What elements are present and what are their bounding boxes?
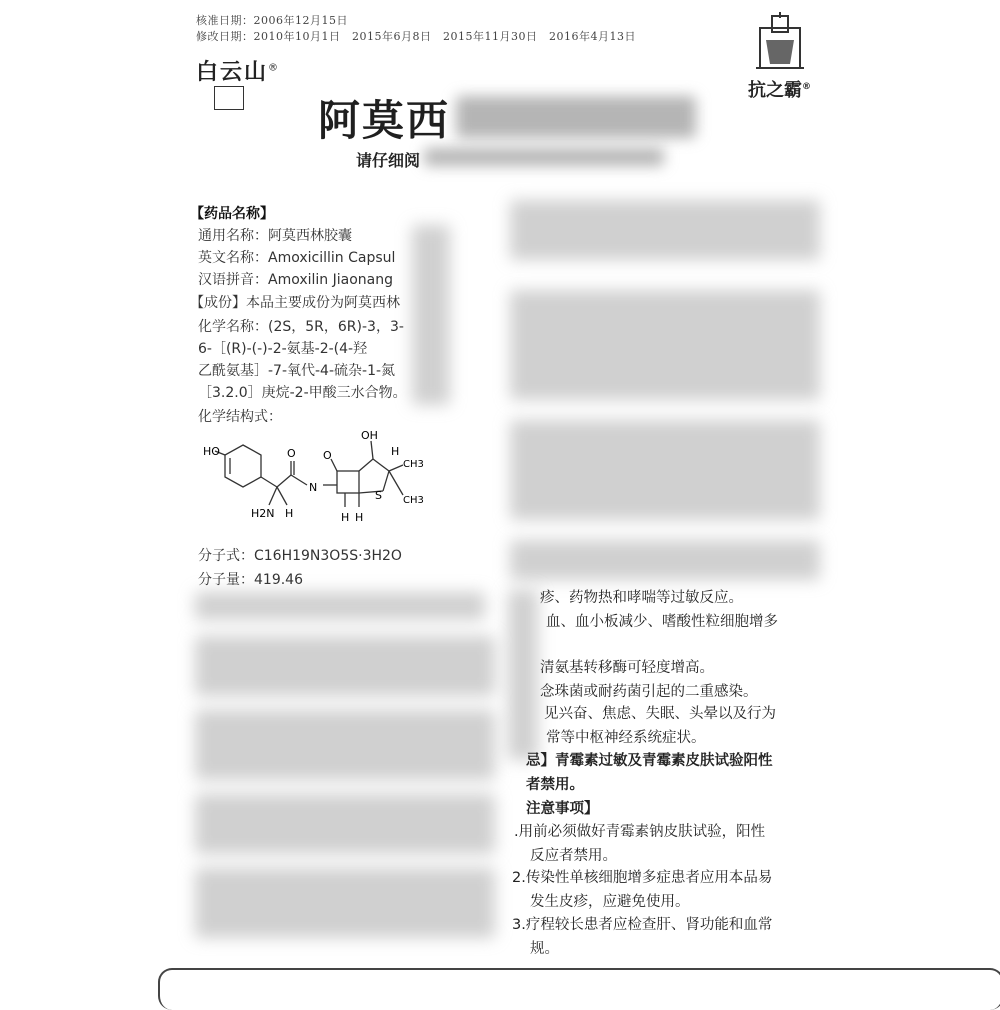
struct-ch3a: CH3: [403, 459, 424, 470]
side-effect-line-3: 清氨基转移酶可轻度增高。: [540, 660, 714, 676]
precaution-1-line-2: 反应者禁用。: [530, 848, 617, 864]
precaution-3-line-1: 3.疗程较长患者应检查肝、肾功能和血常: [512, 917, 773, 933]
side-effect-line-4: 念珠菌或耐药菌引起的二重感染。: [540, 684, 758, 700]
emblem-icon: [214, 86, 244, 110]
struct-ch3b: CH3: [403, 495, 424, 506]
chemical-name-line-4: ［3.2.0］庚烷-2-甲酸三水合物。: [198, 385, 407, 401]
revision-dates: 修改日期：2010年10月1日 2015年6月8日 2015年11月30日 2016年4月13日: [196, 30, 636, 43]
blurred-block: [510, 200, 820, 260]
contraindications-line-1: 忌】青霉素过敏及青霉素皮肤试验阳性: [526, 753, 773, 769]
bottom-frame: [158, 968, 1000, 1010]
struct-h1: H: [391, 445, 400, 458]
brand-right-logo: 抗之霸®: [748, 80, 811, 101]
contraindications-line-2: 者禁用。: [526, 777, 584, 793]
blurred-block: [195, 636, 495, 696]
page-title: 阿莫西: [318, 96, 451, 145]
chemical-name-line-2: 6-［(R)-(-)-2-氨基-2-(4-羟: [198, 341, 368, 357]
molecular-weight: 分子量：419.46: [198, 572, 303, 588]
struct-ho: HO: [203, 445, 220, 458]
struct-s: S: [375, 489, 382, 502]
brand-left-logo: 白云山®: [196, 60, 281, 85]
blurred-left-edge: [412, 225, 450, 405]
blurred-title: [456, 96, 696, 138]
blurred-block: [195, 868, 495, 938]
page-subtitle: 请仔细阅: [356, 151, 421, 170]
blurred-block: [510, 540, 820, 580]
struct-o1: O: [287, 447, 296, 460]
struct-n: N: [309, 481, 318, 494]
blurred-block: [510, 290, 820, 400]
chemical-structure-diagram: [195, 425, 435, 535]
precaution-3-line-2: 规。: [530, 941, 559, 957]
english-name: 英文名称：Amoxicillin Capsul: [198, 250, 396, 266]
side-effect-line-5: 见兴奋、焦虑、失眠、头晕以及行为: [544, 706, 776, 722]
struct-h2n: H2N: [251, 507, 275, 520]
blurred-subtitle: [424, 148, 664, 166]
struct-h2: H: [285, 507, 294, 520]
precautions-heading: 注意事项】: [526, 801, 599, 817]
knight-emblem-icon: [752, 10, 808, 74]
blurred-block: [510, 420, 820, 520]
blurred-block: [195, 710, 495, 780]
side-effect-line-6: 常等中枢神经系统症状。: [546, 730, 706, 746]
chemical-name-line-3: 乙酰氨基］-7-氧代-4-硫杂-1-氮: [198, 363, 396, 379]
chemical-name-line-1: 化学名称：(2S，5R，6R)-3，3-: [198, 319, 404, 335]
blurred-block: [195, 794, 495, 854]
struct-oh: OH: [361, 429, 378, 442]
struct-h3: H: [341, 511, 350, 524]
pinyin-name: 汉语拼音：Amoxilin Jiaonang: [198, 272, 394, 288]
struct-o2: O: [323, 449, 332, 462]
molecular-formula: 分子式：C16H19N3O5S·3H2O: [198, 548, 402, 564]
approval-date: 核准日期：2006年12月15日: [196, 14, 348, 27]
precaution-2-line-1: 2.传染性单核细胞增多症患者应用本品易: [512, 870, 773, 886]
precaution-1-line-1: .用前必须做好青霉素钠皮肤试验，阳性: [514, 824, 766, 840]
generic-name: 通用名称：阿莫西林胶囊: [198, 228, 352, 244]
drug-name-heading: 【药品名称】: [190, 206, 274, 222]
precaution-2-line-2: 发生皮疹，应避免使用。: [530, 894, 690, 910]
struct-h4: H: [355, 511, 364, 524]
composition: 【成份】本品主要成份为阿莫西林: [190, 295, 400, 311]
blurred-block: [195, 592, 485, 620]
side-effect-line-1: 疹、药物热和哮喘等过敏反应。: [540, 590, 743, 606]
structure-label: 化学结构式：: [198, 409, 282, 425]
blurred-right-edge: [508, 590, 538, 760]
side-effect-line-2: 血、血小板减少、嗜酸性粒细胞增多: [546, 614, 778, 630]
